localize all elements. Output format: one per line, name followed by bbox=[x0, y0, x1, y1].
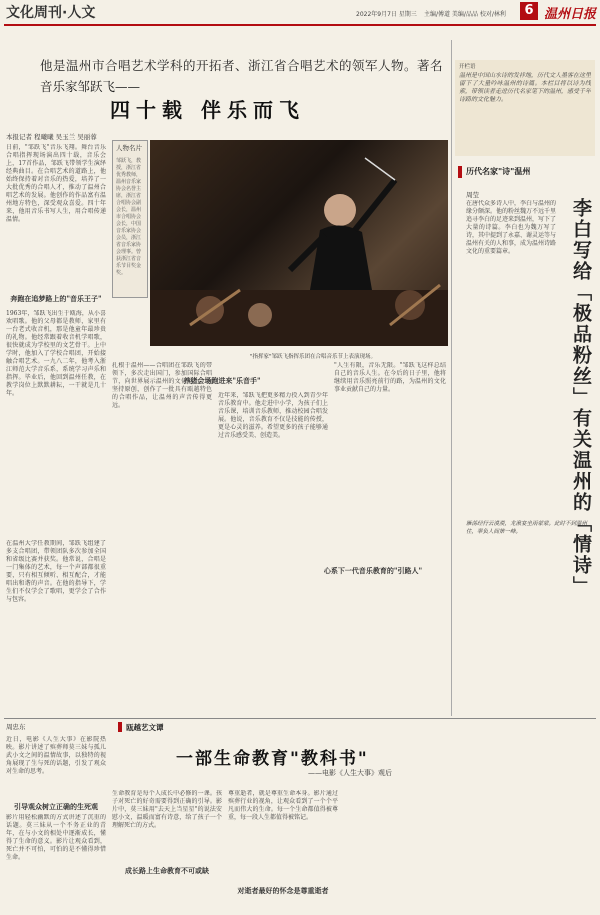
lower-headline: 一部生命教育"教科书" bbox=[176, 749, 369, 769]
profile-card-title: 人物名片 bbox=[116, 144, 142, 152]
photo-caption: "指挥家"邹跃飞指挥乐团在合唱音乐节上表演现场。 bbox=[250, 354, 377, 360]
lower-tag-marker bbox=[118, 722, 122, 732]
right-body: 在唐代众多诗人中，李白与温州的缘分颇深。他的粉丝魏万不远千里追寻李白的足迹来到温州，写下了大量的诗篇。李白也为魏万写了诗，其中提到了永嘉、谢灵运等与温州有关的人和事，成为温州诗路文化的重要篇章。 bbox=[466, 200, 556, 255]
feature-column-5: 近年来，邹跃飞把更多精力投入到青少年音乐教育中。他走进中小学，为孩子们上音乐课，培训音乐教师，推动校园合唱发展。他说，音乐教育不仅是技能的传授，更是心灵的滋养。希望更多的孩子能够通过音乐感受美、创造美。 bbox=[218, 392, 328, 439]
right-author: 周莹 bbox=[466, 191, 479, 199]
feature-byline: 本报记者 程曦曦 吴玉兰 吴丽蓉 bbox=[6, 133, 97, 141]
lower-subhead-3: 对逝者最好的怀念是尊重逝者 bbox=[237, 886, 329, 895]
lower-column-tag: 瓯越艺文谭 bbox=[126, 723, 164, 732]
right-vertical-title: 李白写给「极品粉丝」有关温州的「情诗」 bbox=[570, 198, 592, 597]
paper-logo: 温州日报 bbox=[544, 7, 597, 22]
lower-subhead-2: 成长路上生命教育不可或缺 bbox=[125, 866, 209, 875]
feature-subtitle-line1: 他是温州市合唱艺术学科的开拓者、浙江省合唱艺术的领军人物。著名 bbox=[40, 58, 444, 73]
lower-rule bbox=[4, 718, 596, 719]
editor-credits: 主编/傅道 美编/品品 校对/林利 bbox=[424, 11, 506, 18]
intro-text: 温州是中国山水诗的发祥地，历代文人墨客在这里留下了大量吟咏温州的诗篇。本栏目将以诗为线索，带领读者走进历代名家笔下的温州，感受千年诗路的文化魅力。 bbox=[459, 72, 591, 103]
intro-label: 开栏语 bbox=[459, 64, 476, 70]
feature-subhead-3: 心系下一代音乐教育的"引路人" bbox=[323, 566, 423, 575]
feature-column-sidebar-extra bbox=[112, 300, 146, 340]
lower-column-3: 生命教育是每个人成长中必修的一课。孩子对死亡的好奇需要得到正确的引导。影片中，莫三妹用"去天上当星星"的说法安慰小文，温暖而富有诗意，给了孩子一个理解死亡的方式。 bbox=[112, 790, 222, 829]
column-tag-marker bbox=[458, 166, 462, 178]
feature-column-1: 日前，"邹跃飞"音乐飞翔。舞台音乐合唱指挥现场演出四十载，音乐会上，17首作品，邹跃飞带领学生演绎经典曲目。在合唱艺术的道路上，他始终保持着对音乐的热爱，培养了一大批优秀的合唱人才，推动了温州合唱艺术的发展。他创作的作品富有温州地方特色，深受观众喜爱。四十年来，他用音乐书写人生，用合唱传递温情。 bbox=[6, 144, 106, 223]
header-rule bbox=[4, 24, 596, 26]
feature-column-3: 在温州大学任教期间，邹跃飞组建了多支合唱团，带领团队多次参加全国和省级比赛并获奖。他常说，合唱是一门集体的艺术，每一个声部都很重要，只有相互倾听、相互配合，才能唱出和谐的声音。在他的指导下，学生们不仅学会了歌唱，更学会了合作与包容。 bbox=[6, 540, 106, 603]
conductor-illustration bbox=[150, 140, 448, 346]
feature-subhead-1: 奔跑在追梦路上的"音乐王子" bbox=[10, 294, 102, 303]
profile-card-text: 邹跃飞，教授，浙江省优秀教师，温州音乐家协会名誉主席，浙江省合唱协会副会长，温州市合唱协会会长，中国音乐家协会会员，浙江省音乐家协会理事。曾获浙江省音乐节目奖金奖。 bbox=[116, 158, 142, 276]
feature-column-4: 扎根于温州——合唱团在邹跃飞的带领下，多次走出国门，参加国际合唱节，向世界展示温州的文化魅力。他坚持原创，创作了一批具有瓯越特色的合唱作品，让温州的声音传得更远。 bbox=[112, 362, 212, 409]
right-poem: 雁荡经行云漠漠，龙湫宴坐雨蒙蒙。此时不到温州住，辜负人间第一峰。 bbox=[466, 521, 588, 535]
lower-column-4: 尊重逝者，就是尊重生命本身。影片通过殡葬行业的视角，让观众看到了一个个平凡而伟大的生命。每一个生命都值得被尊重，每一段人生都值得被铭记。 bbox=[228, 790, 338, 821]
feature-headline: 四十载 伴乐而飞 bbox=[110, 98, 305, 122]
feature-subtitle-line2: 音乐家邹跃飞—— bbox=[40, 79, 141, 94]
issue-date: 2022年9月7日 星期三 bbox=[356, 11, 417, 18]
lower-column-1: 近日，电影《人生大事》在影院热映。影片讲述了殡葬师莫三妹与孤儿武小文之间的温情故事，以独特的视角展现了生与死的话题，引发了观众对生命的思考。 bbox=[6, 736, 106, 775]
feature-column-2: 1963年，邹跃飞出生于瓯海，从小喜欢唱歌。他的父母都是教师，家里有一台老式收音机，那是他童年最珍贵的礼物。他经常跟着收音机学唱歌，很快就成为学校里的文艺骨干。上中学时，他加入了学校合唱团，开始接触合唱艺术。一九八二年，他考入浙江师范大学音乐系，系统学习声乐和指挥。毕业后，他回到温州任教，在教学岗位上默默耕耘，一干就是几十年。 bbox=[6, 310, 106, 397]
lower-subheadline: ——电影《人生大事》观后 bbox=[308, 769, 392, 777]
conductor-photo bbox=[150, 140, 448, 346]
lower-column-2: 影片用轻松幽默的方式讲述了沉重的话题。莫三妹从一个不务正业的青年，在与小文的相处中逐渐成长，懂得了生命的意义。影片让观众看到，死亡并不可怕，可怕的是不懂得珍惜生命。 bbox=[6, 814, 106, 861]
lower-subhead-1: 引导观众树立正确的生死观 bbox=[14, 802, 98, 811]
section-name: 文化周刊·人文 bbox=[6, 5, 96, 21]
column-tag: 历代名家"诗"温州 bbox=[466, 167, 531, 176]
masthead bbox=[0, 0, 600, 24]
column-divider bbox=[451, 40, 452, 716]
page-number: 6 bbox=[520, 2, 538, 20]
feature-subhead-2: 养猪会场跑进来"乐音手" bbox=[183, 376, 261, 385]
lower-author: 周忠东 bbox=[6, 723, 26, 731]
feature-column-6: "人生有限，音乐无限。"邹跃飞这样总结自己的音乐人生。在今后的日子里，他将继续用音乐照亮前行的路，为温州的文化事业贡献自己的力量。 bbox=[334, 362, 446, 393]
